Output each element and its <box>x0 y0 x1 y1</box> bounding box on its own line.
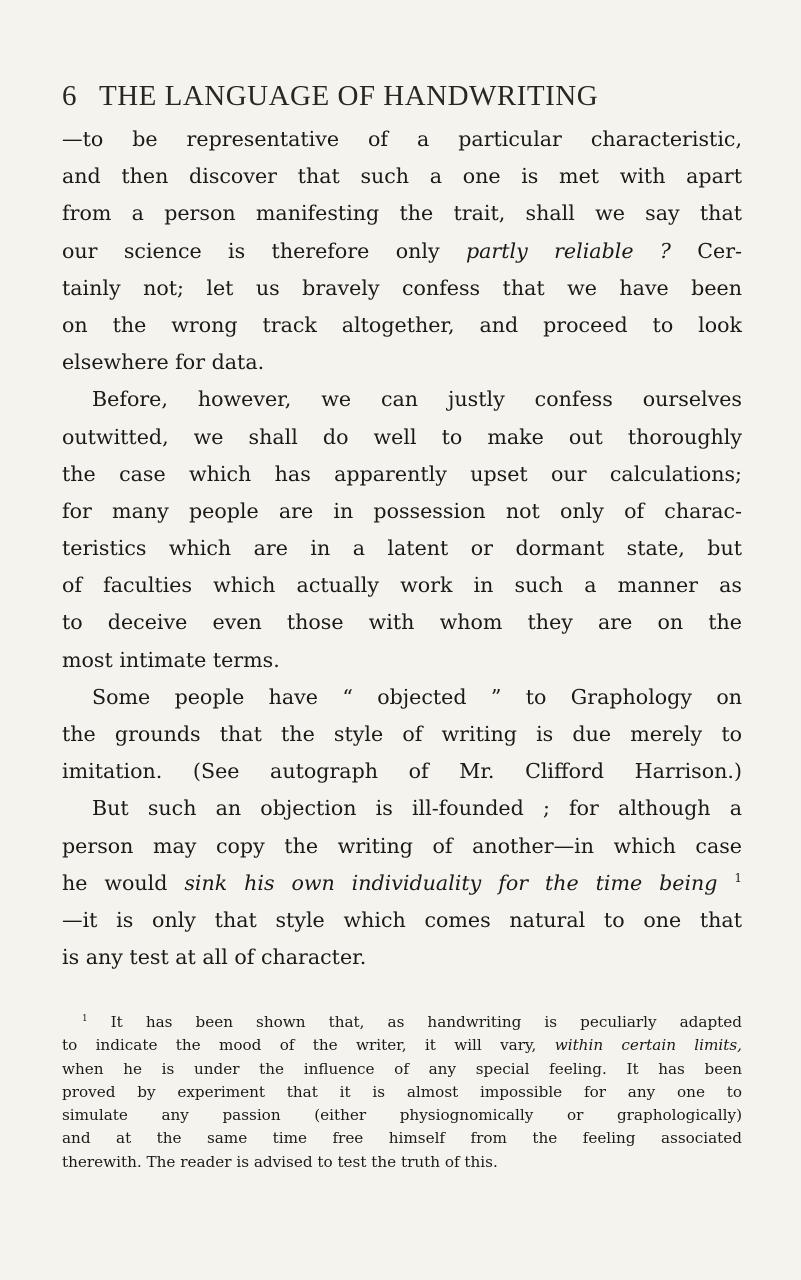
footnote-line: simulate any passion (either physiognomically or graphologically) <box>62 1106 742 1125</box>
body-line: outwitted, we shall do well to make out thoroughly <box>62 424 742 449</box>
body-text <box>62 121 742 976</box>
body-line: imitation. (See autograph of Mr. Clifford Harrison.) <box>62 759 742 784</box>
italic-phrase: sink his own individuality for the time being <box>184 870 718 895</box>
footnote-reference: 1 <box>734 870 742 885</box>
body-line <box>62 233 742 270</box>
body-line: teristics which are in a latent or dormant state, but <box>62 536 742 561</box>
body-text-run: he would <box>62 870 168 895</box>
italic-phrase: within certain limits, <box>554 1036 742 1055</box>
body-line: to deceive even those with whom they are on the <box>62 610 742 635</box>
italic-phrase: partly reliable ? <box>465 238 671 263</box>
footnote-marker: 1 <box>82 1013 88 1024</box>
body-text-run: our science is therefore only <box>62 238 440 263</box>
body-line: elsewhere for data. <box>62 350 265 375</box>
footnote-line: therewith. The reader is advised to test the truth of this. <box>62 1152 498 1171</box>
body-line: for many people are in possession not only of charac- <box>62 498 742 523</box>
footnote <box>62 1011 742 1174</box>
footnote-text-run: It has been shown that, as handwriting is peculiarly adapted <box>110 1013 742 1031</box>
footnote-line: when he is under the influence of any special feeling. It has been <box>62 1059 742 1078</box>
running-head <box>62 80 742 113</box>
footnote-line <box>62 1011 742 1034</box>
body-line: is any test at all of character. <box>62 945 367 970</box>
running-title: THE LANGUAGE OF HANDWRITING <box>99 80 599 112</box>
body-line: of faculties which actually work in such a manner as <box>62 573 742 598</box>
body-line: person may copy the writing of another—in which case <box>62 833 742 858</box>
body-line: from a person manifesting the trait, shall we say that <box>62 201 742 226</box>
body-line: the case which has apparently upset our calculations; <box>62 461 742 486</box>
body-line: tainly not; let us bravely confess that we have been <box>62 275 742 300</box>
body-line: —it is only that style which comes natural to one that <box>62 907 742 932</box>
footnote-text-run: to indicate the mood of the writer, it will vary, <box>62 1036 537 1055</box>
body-line: and then discover that such a one is met with apart <box>62 164 742 189</box>
page-number: 6 <box>62 80 77 112</box>
body-text-run: Cer- <box>697 238 742 263</box>
footnote-line <box>62 1034 742 1057</box>
body-line <box>62 865 742 902</box>
body-line: on the wrong track altogether, and proceed to look <box>62 312 742 337</box>
body-line: Some people have “ objected ” to Graphology on <box>92 684 742 709</box>
body-line: —to be representative of a particular characteristic, <box>62 127 742 151</box>
footnote-line: and at the same time free himself from the feeling associated <box>62 1129 742 1148</box>
body-line: But such an objection is ill-founded ; for although a <box>92 796 742 821</box>
body-line: the grounds that the style of writing is due merely to <box>62 722 742 746</box>
body-line: Before, however, we can justly confess ourselves <box>92 387 742 412</box>
footnote-line: proved by experiment that it is almost impossible for any one to <box>62 1082 742 1101</box>
body-line: most intimate terms. <box>62 647 280 672</box>
